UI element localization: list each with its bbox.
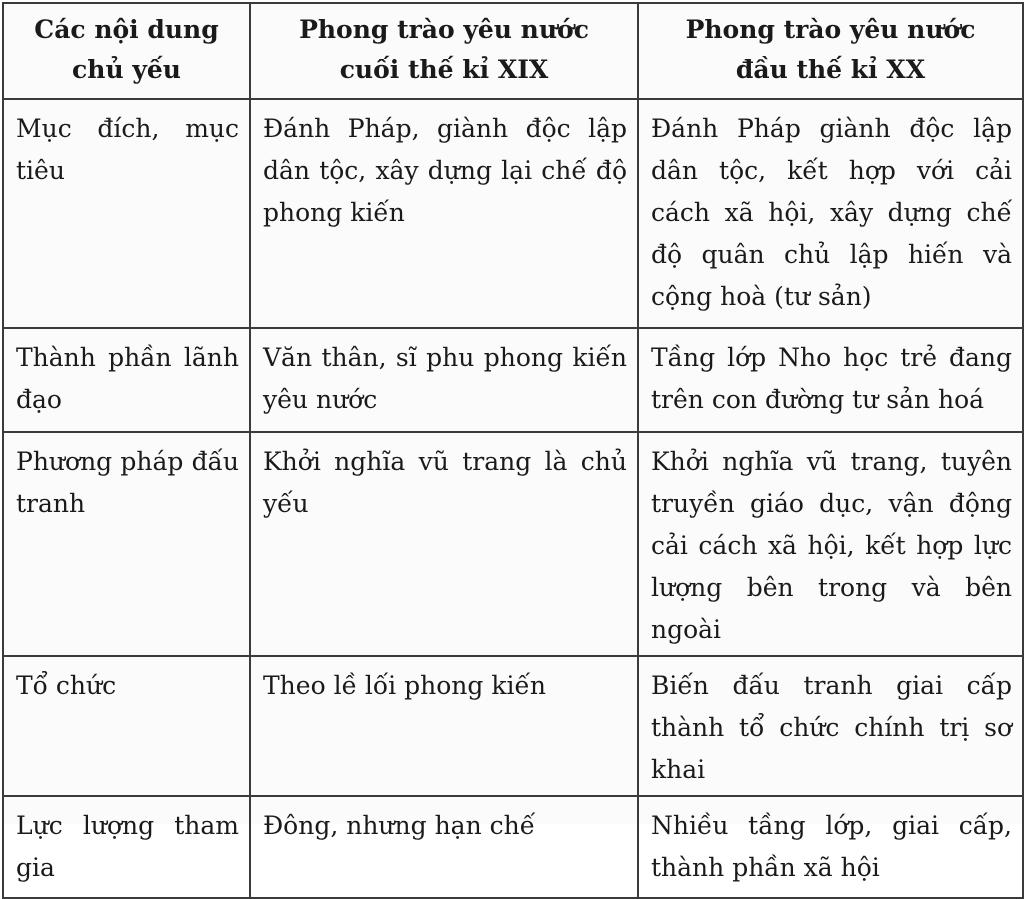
cell-topic: Tổ chức <box>3 656 250 796</box>
cell-late-19th: Đông, nhưng hạn chế <box>250 796 638 898</box>
header-early-20th <box>638 3 1023 99</box>
document-page <box>2 2 1022 882</box>
cell-late-19th: Theo lề lối phong kiến <box>250 656 638 796</box>
cell-late-19th: Đánh Pháp, giành độc lập dân tộc, xây dựng lại chế độ phong kiến <box>250 99 638 328</box>
cell-early-20th: Khởi nghĩa vũ trang, tuyên truyền giáo dục, vận động cải cách xã hội, kết hợp lực lượng bên trong và bên ngoài <box>638 432 1023 656</box>
table-header <box>3 3 1023 99</box>
cell-early-20th: Nhiều tầng lớp, giai cấp, thành phần xã hội <box>638 796 1023 898</box>
header-topic-line-2: chủ yếu <box>72 55 181 84</box>
table-row <box>3 656 1023 796</box>
table-row <box>3 99 1023 328</box>
comparison-table <box>2 2 1024 899</box>
cell-topic: Phương pháp đấu tranh <box>3 432 250 656</box>
table-row <box>3 432 1023 656</box>
header-late-19th-line-2: cuối thế kỉ XIX <box>339 55 549 84</box>
cell-topic: Mục đích, mục tiêu <box>3 99 250 328</box>
header-early-20th-line-2: đầu thế kỉ XX <box>735 55 926 84</box>
cell-topic: Lực lượng tham gia <box>3 796 250 898</box>
table-row <box>3 328 1023 432</box>
cell-topic: Thành phần lãnh đạo <box>3 328 250 432</box>
cell-late-19th: Khởi nghĩa vũ trang là chủ yếu <box>250 432 638 656</box>
cell-early-20th: Tầng lớp Nho học trẻ đang trên con đường tư sản hoá <box>638 328 1023 432</box>
cell-early-20th: Đánh Pháp giành độc lập dân tộc, kết hợp với cải cách xã hội, xây dựng chế độ quân chủ lập hiến và cộng hoà (tư sản) <box>638 99 1023 328</box>
table-row <box>3 796 1023 898</box>
header-topic <box>3 3 250 99</box>
header-row <box>3 3 1023 99</box>
header-late-19th-line-1: Phong trào yêu nước <box>299 15 589 44</box>
header-early-20th-line-1: Phong trào yêu nước <box>685 15 976 44</box>
cell-late-19th: Văn thân, sĩ phu phong kiến yêu nước <box>250 328 638 432</box>
header-late-19th <box>250 3 638 99</box>
cell-early-20th: Biến đấu tranh giai cấp thành tổ chức chính trị sơ khai <box>638 656 1023 796</box>
table-body <box>3 99 1023 898</box>
header-topic-line-1: Các nội dung <box>34 15 219 44</box>
